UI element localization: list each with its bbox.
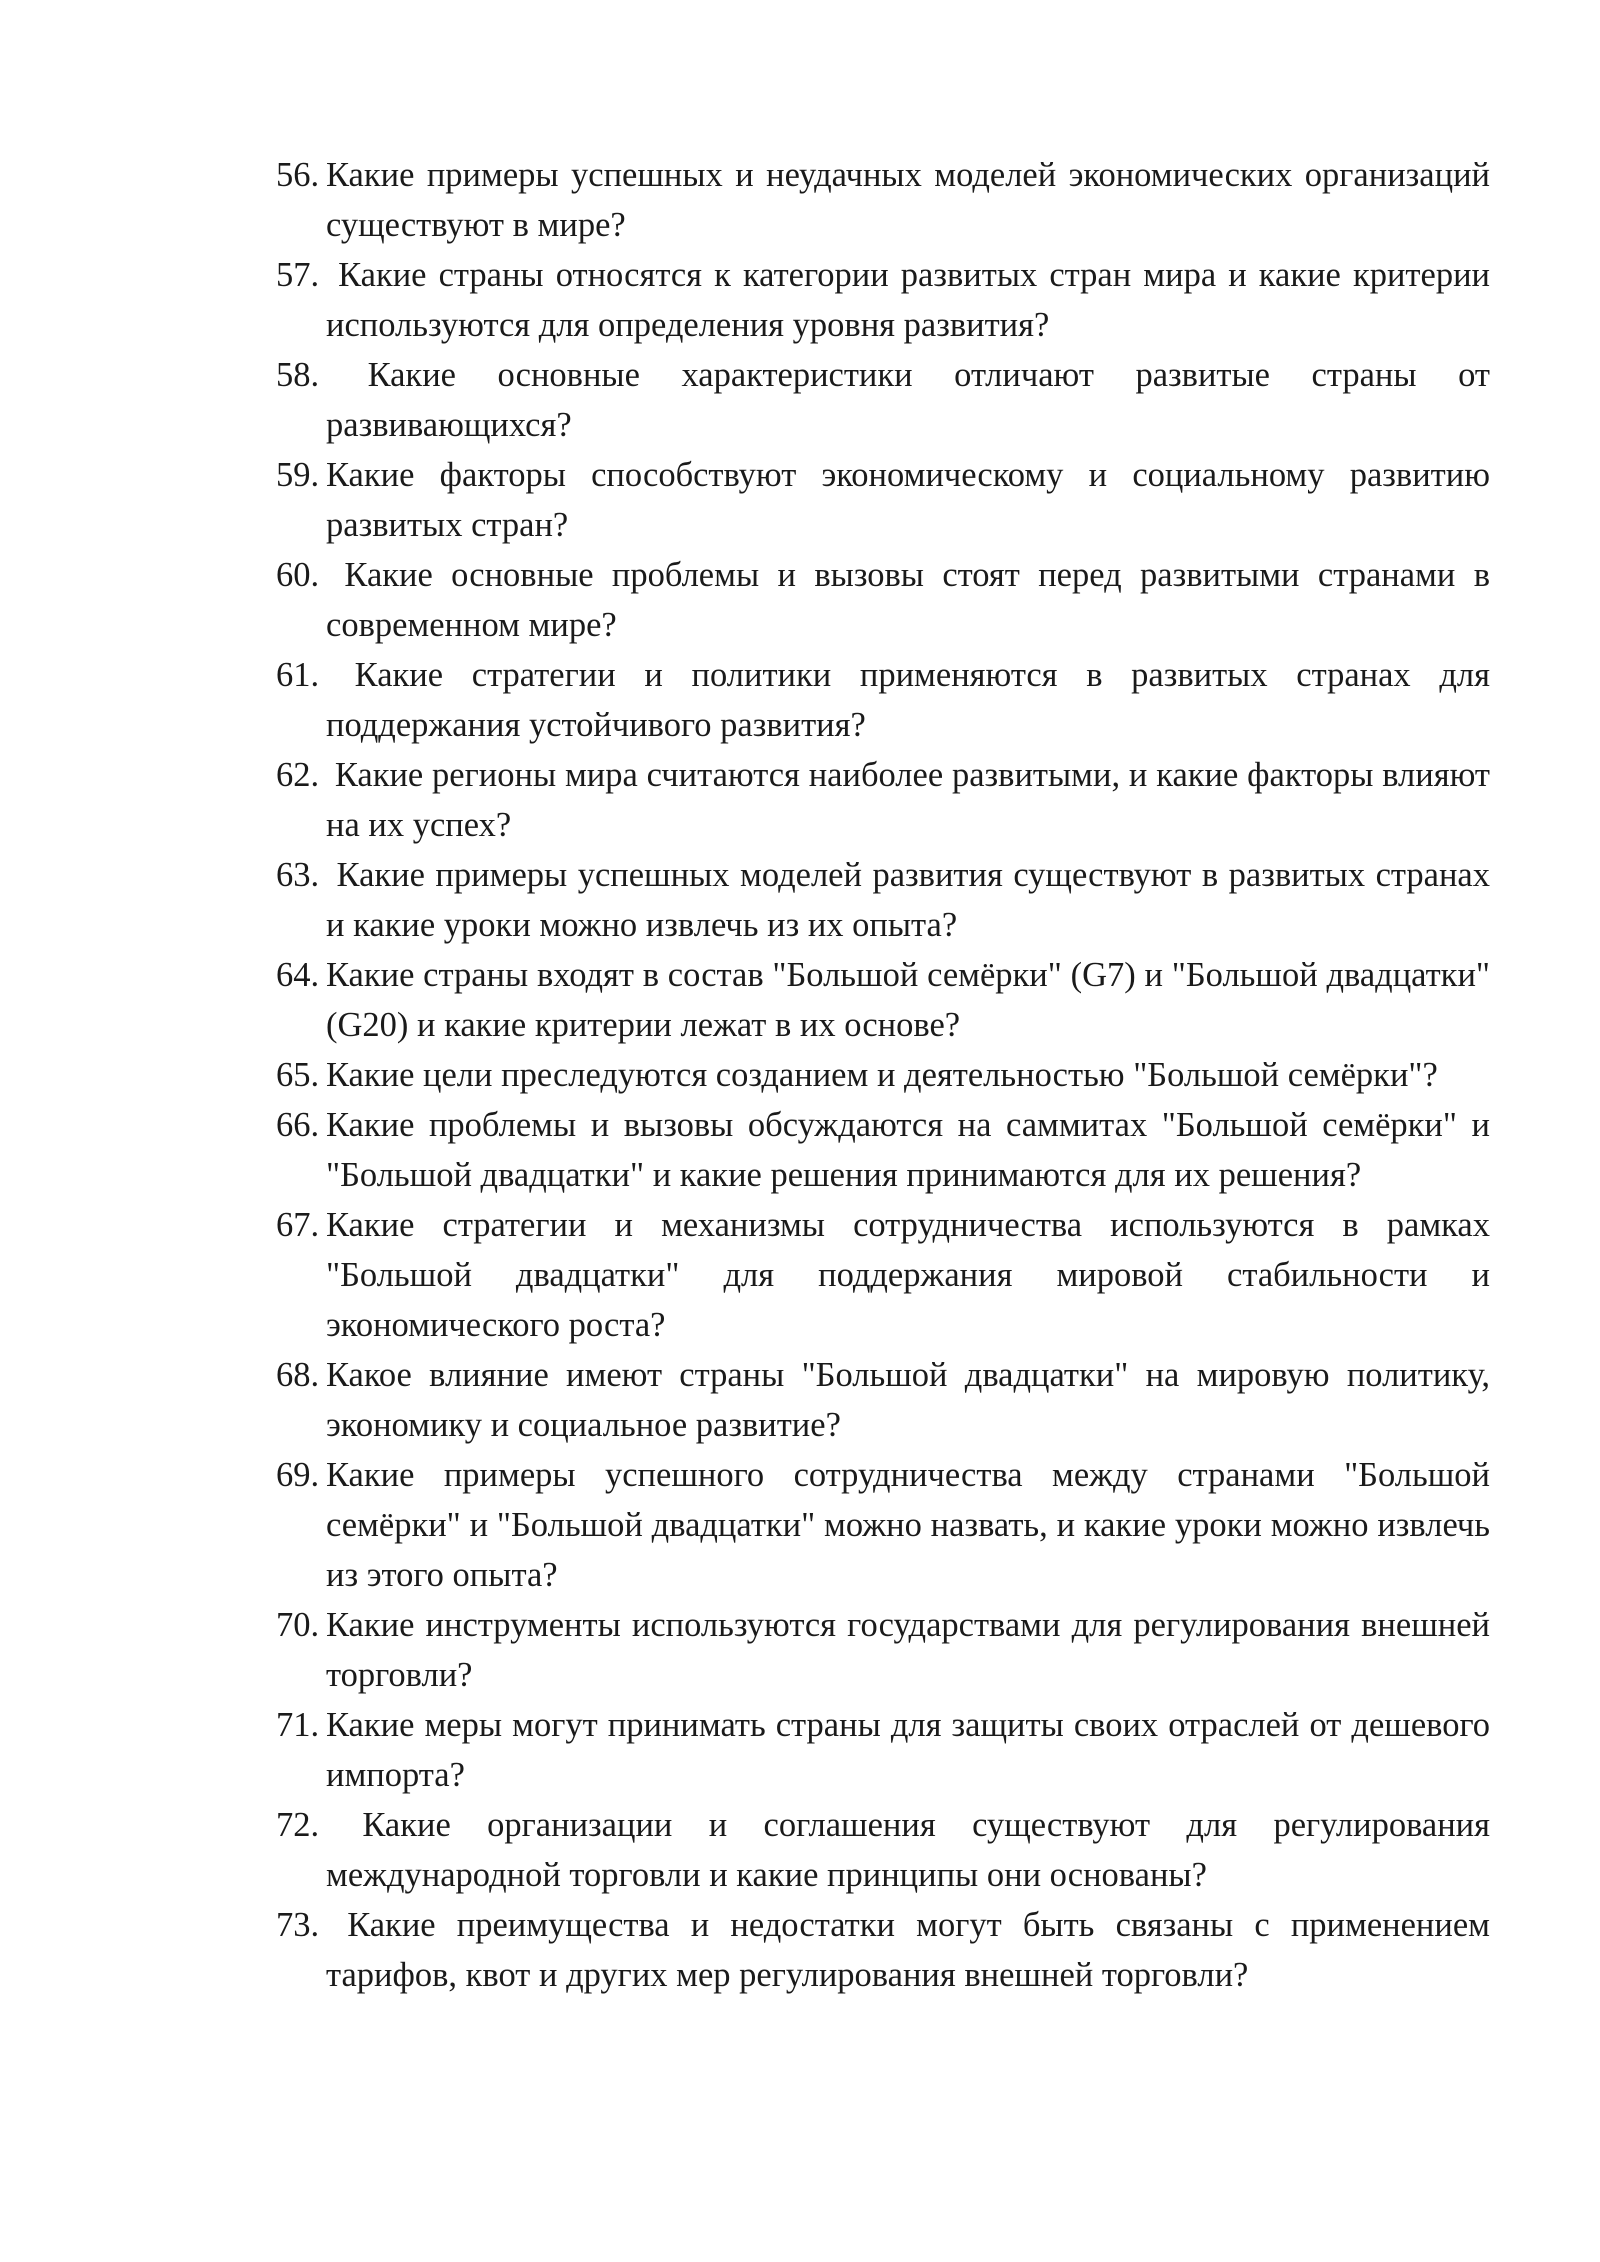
question-number: 58.: [276, 356, 320, 394]
question-item: [276, 750, 1499, 850]
question-item: [276, 1700, 1499, 1800]
question-number: 73.: [276, 1906, 320, 1944]
question-number: 57.: [276, 256, 320, 294]
question-item: [276, 1800, 1499, 1900]
question-text: Какие факторы способствуют экономическому и социальному развитию развитых стран?: [326, 456, 1499, 544]
question-item: [276, 1900, 1499, 2000]
question-number: 66.: [276, 1106, 320, 1144]
question-text: Какие преимущества и недостатки могут быть связаны с применением тарифов, квот и других мер регулирования внешней торговли?: [326, 1906, 1499, 1994]
question-number: 60.: [276, 556, 320, 594]
question-number: 62.: [276, 756, 320, 794]
question-number: 61.: [276, 656, 320, 694]
question-item: [276, 1050, 1490, 1100]
question-number: 71.: [276, 1706, 320, 1744]
question-text: Какие примеры успешного сотрудничества между странами "Большой семёрки" и "Большой двадцатки" можно назвать, и какие уроки можно извлечь из этого опыта?: [326, 1456, 1499, 1594]
question-item: [276, 950, 1499, 1050]
question-item: [276, 850, 1499, 950]
question-text: Какие регионы мира считаются наиболее развитыми, и какие факторы влияют на их успех?: [326, 756, 1499, 844]
question-number: 67.: [276, 1206, 320, 1244]
question-text: Какие организации и соглашения существуют для регулирования международной торговли и какие принципы они основаны?: [326, 1806, 1499, 1894]
question-text: Какое влияние имеют страны "Большой двадцатки" на мировую политику, экономику и социальное развитие?: [326, 1356, 1499, 1444]
question-item: [276, 1450, 1499, 1600]
question-item: [276, 1100, 1499, 1200]
question-text: Какие инструменты используются государствами для регулирования внешней торговли?: [326, 1606, 1499, 1694]
question-number: 70.: [276, 1606, 320, 1644]
question-item: [276, 650, 1499, 750]
question-item: [276, 150, 1499, 250]
question-text: Какие основные проблемы и вызовы стоят перед развитыми странами в современном мире?: [326, 556, 1499, 644]
question-item: [276, 1350, 1499, 1450]
question-text: Какие проблемы и вызовы обсуждаются на саммитах "Большой семёрки" и "Большой двадцатки" и какие решения принимаются для их решения?: [326, 1106, 1499, 1194]
question-item: [276, 450, 1499, 550]
question-item: [276, 1600, 1499, 1700]
question-item: [276, 1200, 1499, 1350]
question-number: 68.: [276, 1356, 320, 1394]
question-number: 72.: [276, 1806, 320, 1844]
question-number: 56.: [276, 156, 320, 194]
question-item: [276, 350, 1499, 450]
question-text: Какие примеры успешных моделей развития существуют в развитых странах и какие уроки можно извлечь из их опыта?: [326, 856, 1499, 944]
question-text: Какие цели преследуются созданием и деятельностью "Большой семёрки"?: [326, 1056, 1438, 1094]
question-text: Какие стратегии и механизмы сотрудничества используются в рамках "Большой двадцатки" для поддержания мировой стабильности и экономического роста?: [326, 1206, 1499, 1344]
question-item: [276, 550, 1499, 650]
question-text: Какие основные характеристики отличают развитые страны от развивающихся?: [326, 356, 1499, 444]
question-number: 64.: [276, 956, 320, 994]
question-number: 69.: [276, 1456, 320, 1494]
question-text: Какие стратегии и политики применяются в развитых странах для поддержания устойчивого развития?: [326, 656, 1499, 744]
question-text: Какие примеры успешных и неудачных моделей экономических организаций существуют в мире?: [326, 156, 1499, 244]
question-number: 63.: [276, 856, 320, 894]
question-text: Какие страны входят в состав "Большой семёрки" (G7) и "Большой двадцатки" (G20) и какие критерии лежат в их основе?: [326, 956, 1499, 1044]
question-list: [276, 150, 1499, 2000]
question-text: Какие страны относятся к категории развитых стран мира и какие критерии используются для определения уровня развития?: [326, 256, 1499, 344]
question-number: 59.: [276, 456, 320, 494]
question-number: 65.: [276, 1056, 320, 1094]
question-item: [276, 250, 1499, 350]
question-text: Какие меры могут принимать страны для защиты своих отраслей от дешевого импорта?: [326, 1706, 1499, 1794]
